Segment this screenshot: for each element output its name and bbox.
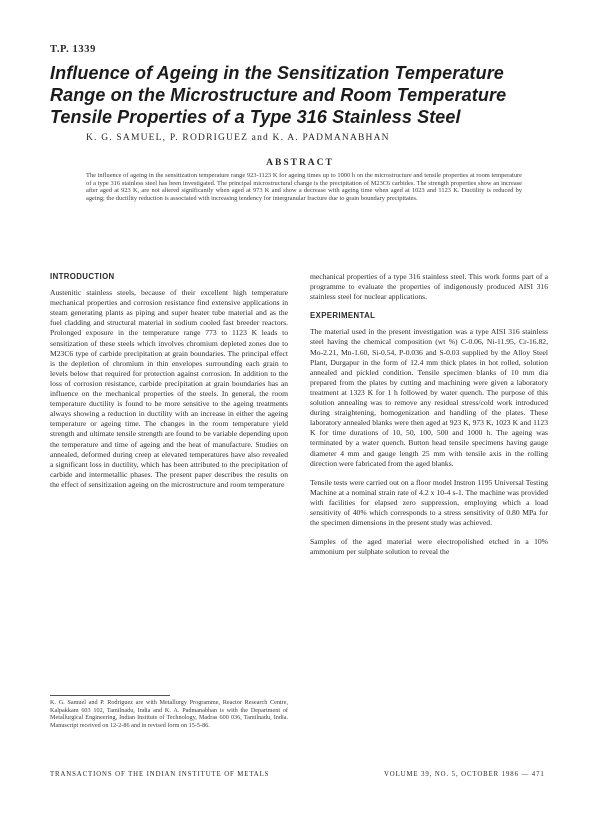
right-column (310, 272, 548, 566)
paper-title (50, 62, 570, 128)
introduction-heading: INTRODUCTION (50, 272, 115, 281)
issue-footer: VOLUME 39, NO. 5, OCTOBER 1986 — 471 (384, 771, 545, 778)
left-column (50, 272, 288, 499)
introduction-paragraph: Austenitic stainless steels, because of their excellent high temperature mechanical properties and corrosion resistance find extensive applications in steam generating plants as piping and super heater tube material and as the fuel cladding and structural material in sodium cooled fast breeder reactors. Prolonged exposure in the temperature range 773 to 1123 K leads to sensitization of these steels which involves chromium depleted zones due to M23C6 type of carbide precipitation at grain boundaries. The principal effect is the depletion of chromium in thin envelopes surrounding each grain to levels below that required for protection against corrosion. In addition to the loss of corrosion resistance, carbide precipitation at grain boundaries has an influence on the mechanical properties of the steels. In general, the room temperature ductility is found to be more sensitive to the ageing treatments always showing a reduction in ductility with an increase in either the ageing temperature or ageing time. The changes in the room temperature yield strength and ultimate tensile strength are found to be variable depending upon the temperature and time of ageing and the heat of manufacture. Studies on annealed, deformed during creep at elevated temperatures have also revealed a significant loss in ductility, which has been attributed to the precipitation of carbide and intermetallic phases. The present paper describes the results on the effect of sensitization ageing on the microstructure and room temperature (50, 288, 288, 489)
experimental-paragraph: The material used in the present investigation was a type AISI 316 stainless steel having the chemical composition (wt %) C-0.06, Ni-11.95, Cr-16.82, Mo-2.21, Mn-1.60, Si-0.54, P-0.036 and S-0.03 supplied by the Alloy Steel Plant, Durgapur in the form of 12.4 mm thick plates in hot rolled, solution annealed and pickled condition. Tensile specimen blanks of 10 mm dia prepared from the plates by cutting and machining were given a laboratory treatment at 1323 K for 1 h followed by water quench. The purpose of this solution annealing was to remove any residual stress/cold work introduced during straightening, homogenization and handling of the plates. These laboratory annealed blanks were then aged at 923 K, 973 K, 1023 K and 1123 K for time durations of 10, 50, 100, 500 and 1000 h. The ageing was terminated by a water quench. Button head tensile specimens having gauge diameter 4 mm and gauge length 25 mm with tensile axis in the rolling direction were fabricated from the aged blanks. (310, 327, 548, 468)
tp-number: T.P. 1339 (50, 44, 96, 55)
author-list: K. G. SAMUEL, P. RODRIGUEZ and K. A. PADMANABHAN (86, 133, 390, 143)
title-line: Tensile Properties of a Type 316 Stainless Steel (50, 107, 461, 127)
introduction-continuation: mechanical properties of a type 316 stainless steel. This work forms part of a programme to evaluate the properties of indigenously produced AISI 316 stainless steel for nuclear applications. (310, 272, 548, 302)
experimental-paragraph: Samples of the aged material were electropolished etched in a 10% ammonium per sulphate solution to reveal the (310, 537, 548, 557)
abstract-text: The influence of ageing in the sensitization temperature range 923-1123 K for ageing times up to 1000 h on the microstructure and tensile properties at room temperature of a type 316 stainless steel has been investigated. The principal microstructural change is the precipitation of M23C6 carbides. The strength properties show an increase after aged at 923 K, are not altered significantly when aged at 973 K and show a decrease with ageing time when aged at 1023 and 1123 K. Ductility is reduced by ageing; the ductility reduction is associated with increasing tendency for intergranular fracture due to grain boundary precipitates. (86, 172, 522, 203)
journal-footer: TRANSACTIONS OF THE INDIAN INSTITUTE OF METALS (50, 771, 270, 778)
abstract-heading: ABSTRACT (266, 158, 334, 168)
author-affiliation-footnote: K. G. Samuel and P. Rodriguez are with Metallurgy Programme, Reactor Research Centre, Kalpakkam 603 102, Tamilnadu, India and K. A. Padmanabhan is with the Department of Metallurgical Engineering, Indian Institute of Technology, Madras 600 036, Tamilnadu, India. Manuscript received on 12-2-86 and in revised form on 15-5-86. (50, 699, 288, 729)
footnote-divider (50, 695, 170, 696)
title-line: Range on the Microstructure and Room Temperature (50, 85, 507, 105)
experimental-paragraph: Tensile tests were carried out on a floor model Instron 1195 Universal Testing Machine at a nominal strain rate of 4.2 x 10-4 s-1. The machine was provided with facilities for elapsed zero suppression, employing which a load sensitivity of 40% which corresponds to a stress sensitivity of 0.80 MPa for the specimen dimensions in the present study was achieved. (310, 477, 548, 528)
experimental-heading: EXPERIMENTAL (310, 311, 376, 321)
title-line: Influence of Ageing in the Sensitization Temperature (50, 63, 504, 83)
